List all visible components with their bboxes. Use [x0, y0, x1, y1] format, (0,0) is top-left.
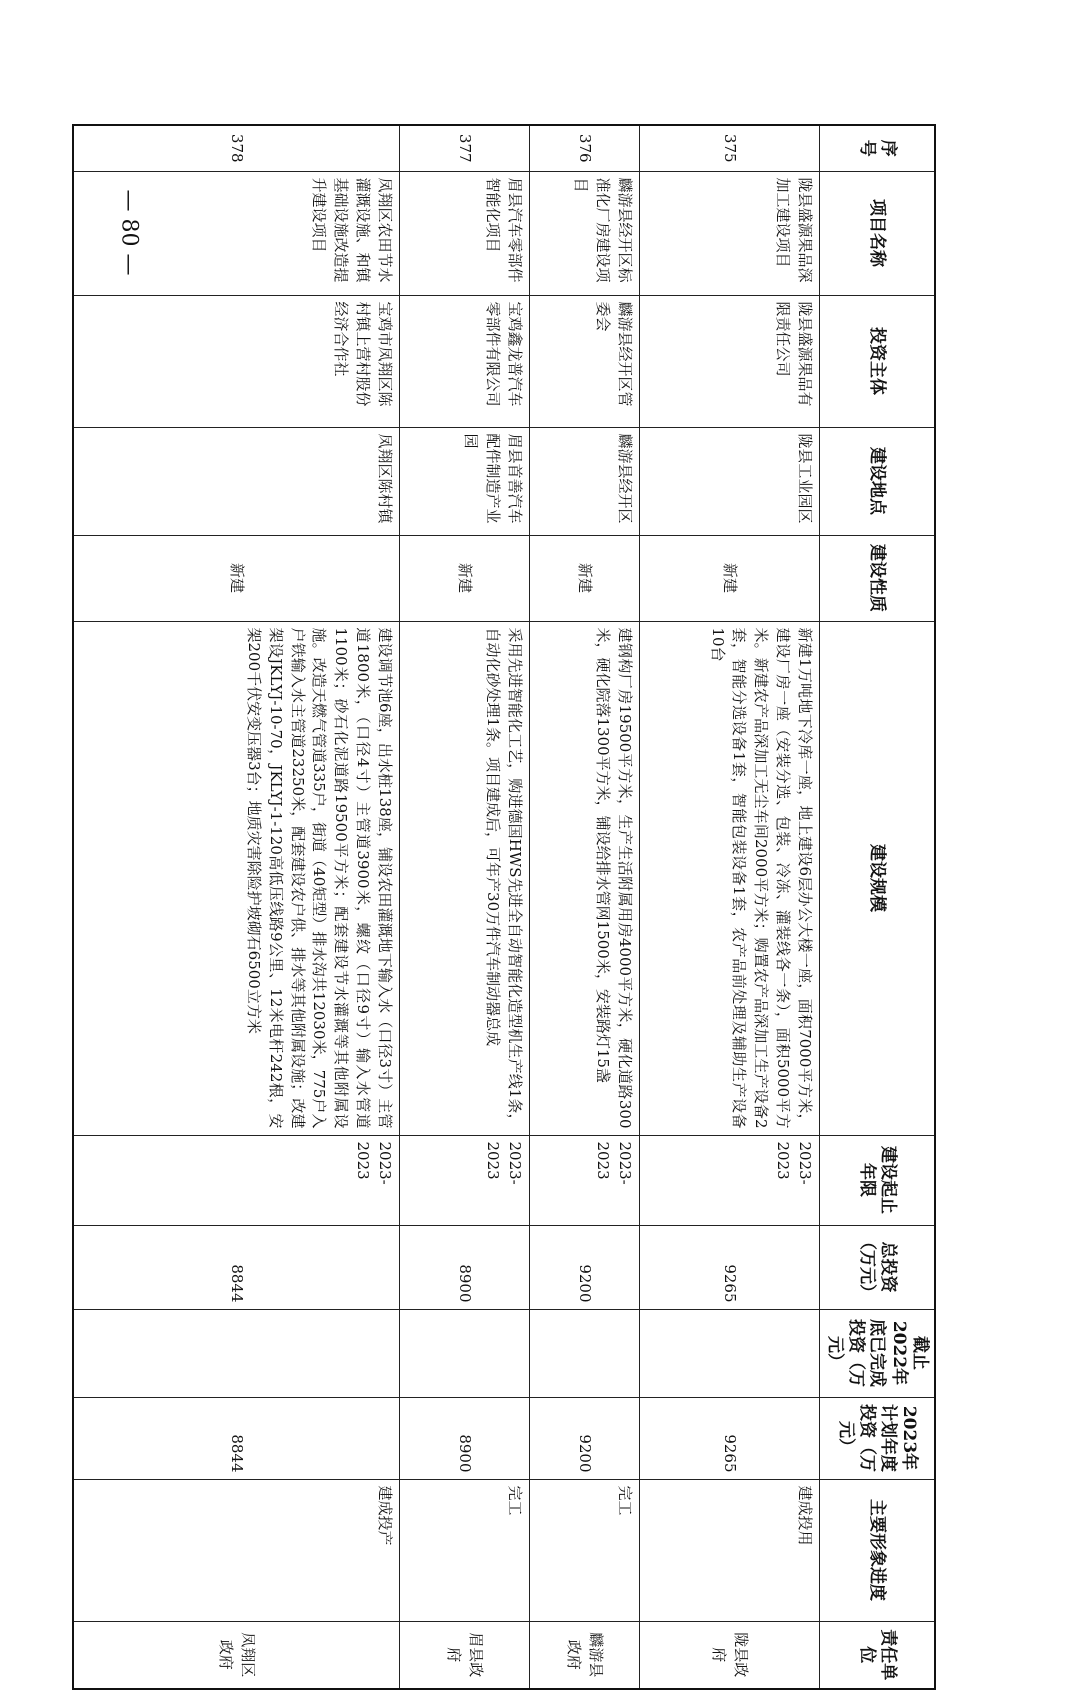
header-row [819, 125, 935, 1689]
row-plan2023: 8844 [73, 1397, 399, 1479]
row-unit: 陇县政府 [639, 1621, 819, 1689]
row-nature: 新建 [639, 535, 819, 621]
table-row [73, 125, 399, 1689]
header-scale: 建设规模 [819, 621, 935, 1135]
row-location: 眉县首善汽车配件制造产业园 [399, 427, 529, 535]
row-completed [529, 1309, 639, 1397]
rotated-table-container [140, 124, 936, 1681]
row-investor: 宝鸡鑫龙普汽车零部件有限公司 [399, 295, 529, 427]
table-row [529, 125, 639, 1689]
header-progress: 主要形象进度 [819, 1479, 935, 1621]
table-row [639, 125, 819, 1689]
row-unit: 凤翔区政府 [73, 1621, 399, 1689]
header-plan2023: 2023年计划年度投资（万元） [819, 1397, 935, 1479]
row-plan2023: 9200 [529, 1397, 639, 1479]
row-progress: 建成投产 [73, 1479, 399, 1621]
header-investor: 投资主体 [819, 295, 935, 427]
row-scale: 新建1万吨地下冷库一座，地上建设6层办公大楼一座，面积7000平方米，建设厂房一座（安装分选、包装、冷冻、灌装线各一条），面积5000平方米。新建农产品深加工无尘车间2000平方米；购置农产品深加工生产设备2套，智能分选设备1套，智能包装设备1套，农产品前处理及辅助生产设备10台 [639, 621, 819, 1135]
row-unit: 眉县政府 [399, 1621, 529, 1689]
row-total: 8844 [73, 1225, 399, 1309]
row-seq: 375 [639, 125, 819, 171]
row-period: 2023-2023 [529, 1135, 639, 1225]
row-scale: 建设调节池6座，出水桩138座，铺设农田灌溉地下输入水（口径3寸）主管道1800米，（口径4寸）主管道3900米，螺纹（口径9寸）输入水管道1100米；砂石化泥道路19500平方米；配套建设节水灌溉等其他附属设施。改造天燃气管道335户，街道（40矩型）排水沟共12030米，775户入户铁输入水主管道23250米，配套建设农户供、排水等其他附属设施；改建架设JKLYJ-10-70，JKLYJ-1-120高低压线路9公里、12米电杆242根，安架200千伏安变压器3台；地质灾害除险护坡砌石6500立方米 [73, 621, 399, 1135]
table-row [399, 125, 529, 1689]
row-progress: 完工 [399, 1479, 529, 1621]
header-seq: 序号 [819, 125, 935, 171]
row-unit: 麟游县政府 [529, 1621, 639, 1689]
row-seq: 376 [529, 125, 639, 171]
row-plan2023: 8900 [399, 1397, 529, 1479]
row-nature: 新建 [529, 535, 639, 621]
row-location: 陇县工业园区 [639, 427, 819, 535]
row-nature: 新建 [399, 535, 529, 621]
row-investor: 麟游县经开区管委会 [529, 295, 639, 427]
project-table [72, 124, 936, 1690]
row-location: 凤翔区陈村镇 [73, 427, 399, 535]
row-period: 2023-2023 [639, 1135, 819, 1225]
row-seq: 378 [73, 125, 399, 171]
row-total: 9200 [529, 1225, 639, 1309]
row-period: 2023-2023 [399, 1135, 529, 1225]
row-period: 2023-2023 [73, 1135, 399, 1225]
row-total: 8900 [399, 1225, 529, 1309]
header-completed: 截止2022年底已完成投资（万元） [819, 1309, 935, 1397]
header-location: 建设地点 [819, 427, 935, 535]
row-total: 9265 [639, 1225, 819, 1309]
row-name: 麟游县经开区标准化厂房建设项目 [529, 171, 639, 295]
row-scale: 采用先进智能化工艺，购进德国HWS先进全自动智能化造型机生产线1条，自动化砂处理1条。项目建成后，可年产30万件汽车制动器总成 [399, 621, 529, 1135]
header-period: 建设起止年限 [819, 1135, 935, 1225]
header-total: 总投资（万元） [819, 1225, 935, 1309]
row-progress: 建成投用 [639, 1479, 819, 1621]
header-name: 项目名称 [819, 171, 935, 295]
row-nature: 新建 [73, 535, 399, 621]
header-unit: 责任单位 [819, 1621, 935, 1689]
row-investor: 陇县盛源果品有限责任公司 [639, 295, 819, 427]
page-number: — 80 — [116, 189, 142, 276]
row-plan2023: 9265 [639, 1397, 819, 1479]
row-name: 凤翔区农田节水灌溉设施、和镇基础设施改造提升建设项目 [73, 171, 399, 295]
row-investor: 宝鸡市凤翔区陈村镇上营村股份经济合作社 [73, 295, 399, 427]
row-location: 麟游县经开区 [529, 427, 639, 535]
row-completed [399, 1309, 529, 1397]
row-completed [73, 1309, 399, 1397]
row-scale: 建钢构厂房19500平方米，生产生活附属用房4000平方米，硬化道路300米，硬化院落1300平方米，铺设给排水管网1500米，安装路灯15盏 [529, 621, 639, 1135]
row-name: 眉县汽车零部件智能化项目 [399, 171, 529, 295]
row-completed [639, 1309, 819, 1397]
row-progress: 完工 [529, 1479, 639, 1621]
header-nature: 建设性质 [819, 535, 935, 621]
row-name: 陇县盛源果品深加工建设项目 [639, 171, 819, 295]
row-seq: 377 [399, 125, 529, 171]
